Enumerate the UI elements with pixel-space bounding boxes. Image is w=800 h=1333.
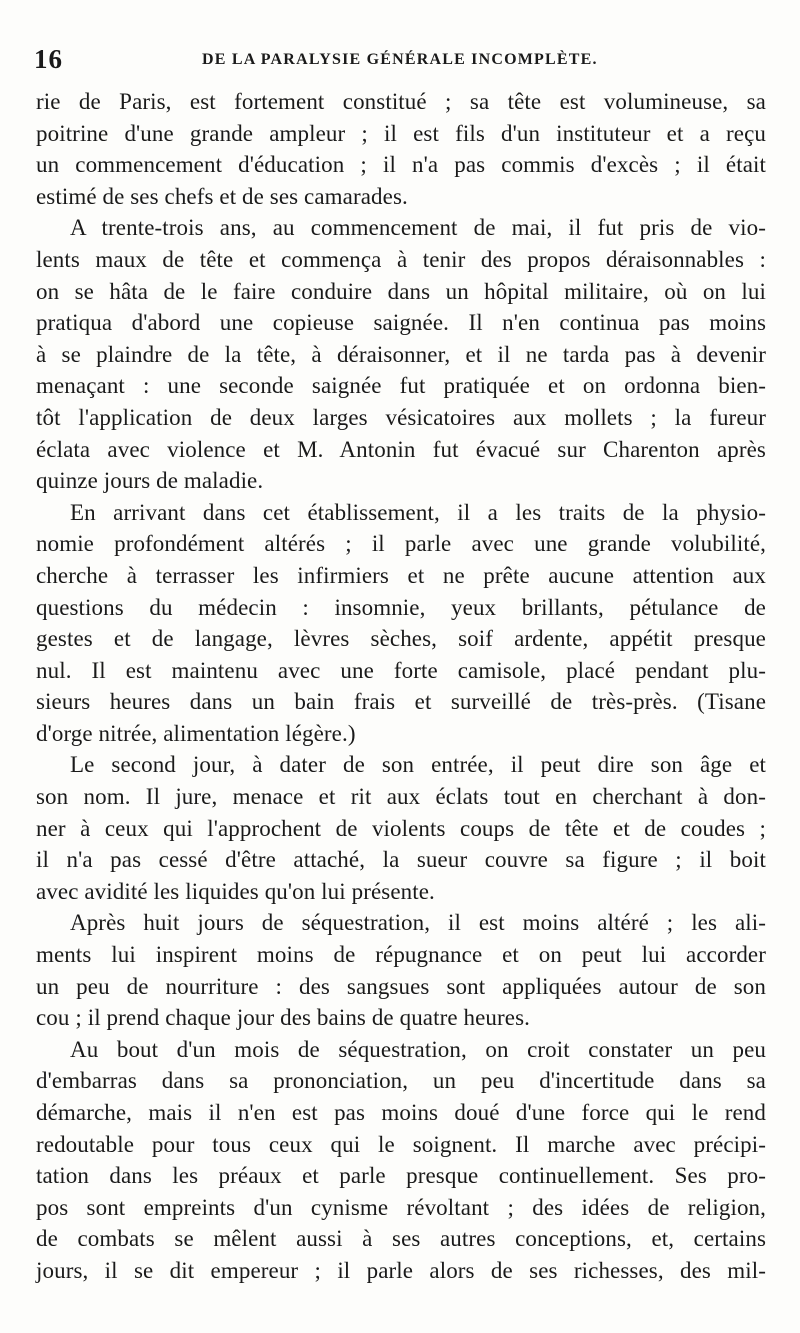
text-line: redoutable pour tous ceux qui le soignent. Il marche avec précipi- — [36, 1131, 766, 1157]
text-line: En arrivant dans cet établissement, il a les traits de la physio- — [70, 499, 766, 525]
page-header — [34, 44, 774, 74]
text-line: son nom. Il jure, menace et rit aux éclats tout en cherchant à don- — [36, 784, 766, 810]
paragraph — [36, 749, 766, 907]
page-number: 16 — [34, 44, 63, 74]
text-line: démarche, mais il n'en est pas moins doué d'une force qui le rend — [36, 1100, 766, 1125]
text-line: cou ; il prend chaque jour des bains de quatre heures. — [36, 1005, 530, 1031]
text-line: éclata avec violence et M. Antonin fut évacué sur Charenton après — [36, 436, 766, 462]
text-line: ner à ceux qui l'approchent de violents coups de tête et de coudes ; — [36, 815, 766, 841]
paragraph — [36, 907, 766, 1033]
text-line: A trente-trois ans, au commencement de mai, il fut pris de vio- — [70, 215, 766, 241]
text-line: gestes et de langage, lèvres sèches, soif ardente, appétit presque — [36, 626, 766, 652]
text-line: il n'a pas cessé d'être attaché, la sueur couvre sa figure ; il boit — [36, 847, 766, 873]
text-line: tôt l'application de deux larges vésicatoires aux mollets ; la fureur — [36, 404, 766, 430]
text-line: à se plaindre de la tête, à déraisonner, et il ne tarda pas à devenir — [36, 341, 766, 367]
text-line: tation dans les préaux et parle presque continuellement. Ses pro- — [36, 1163, 766, 1189]
text-line: Le second jour, à dater de son entrée, il peut dire son âge et — [70, 752, 766, 778]
text-line: poitrine d'une grande ampleur ; il est fils d'un instituteur et a reçu — [36, 120, 766, 146]
running-title: DE LA PARALYSIE GÉNÉRALE INCOMPLÈTE. — [202, 51, 598, 68]
text-line: cherche à terrasser les infirmiers et ne prête aucune attention aux — [36, 562, 766, 588]
text-line: avec avidité les liquides qu'on lui présente. — [36, 878, 435, 904]
text-line: pos sont empreints d'un cynisme révoltant ; des idées de religion, — [36, 1194, 766, 1220]
text-line: nomie profondément altérés ; il parle avec une grande volubilité, — [36, 531, 766, 557]
paragraph — [36, 212, 766, 496]
text-line: on se hâta de le faire conduire dans un hôpital militaire, où on lui — [36, 278, 766, 304]
text-line: un commencement d'éducation ; il n'a pas commis d'excès ; il était — [36, 152, 766, 178]
text-line: pratiqua d'abord une copieuse saignée. Il n'en continua pas moins — [36, 310, 766, 336]
text-line: quinze jours de maladie. — [36, 468, 264, 494]
text-line: d'orge nitrée, alimentation légère.) — [36, 720, 356, 746]
text-line: menaçant : une seconde saignée fut pratiquée et on ordonna bien- — [36, 373, 766, 399]
text-line: lents maux de tête et commença à tenir des propos déraisonnables : — [36, 246, 766, 272]
paragraph — [36, 86, 766, 212]
paragraph — [36, 1034, 766, 1287]
text-line: ments lui inspirent moins de répugnance et on peut lui accorder — [36, 942, 766, 968]
text-line: questions du médecin : insomnie, yeux brillants, pétulance de — [36, 594, 766, 620]
text-line: de combats se mêlent aussi à ses autres conceptions, et, certains — [36, 1226, 766, 1252]
text-line: Au bout d'un mois de séquestration, on croit constater un peu — [70, 1036, 766, 1062]
text-line: Après huit jours de séquestration, il est moins altéré ; les ali- — [70, 910, 766, 936]
text-line: jours, il se dit empereur ; il parle alors de ses richesses, des mil- — [36, 1257, 766, 1283]
text-line: estimé de ses chefs et de ses camarades. — [36, 183, 408, 209]
paragraph — [36, 497, 766, 750]
text-line: sieurs heures dans un bain frais et surveillé de très-près. (Tisane — [36, 689, 766, 715]
text-line: rie de Paris, est fortement constitué ; sa tête est volumineuse, sa — [36, 89, 766, 114]
text-line: d'embarras dans sa prononciation, un peu d'incertitude dans sa — [36, 1068, 766, 1094]
body-text — [36, 86, 766, 1287]
text-line: nul. Il est maintenu avec une forte camisole, placé pendant plu- — [36, 657, 766, 683]
text-line: un peu de nourriture : des sangsues sont appliquées autour de son — [36, 973, 766, 999]
